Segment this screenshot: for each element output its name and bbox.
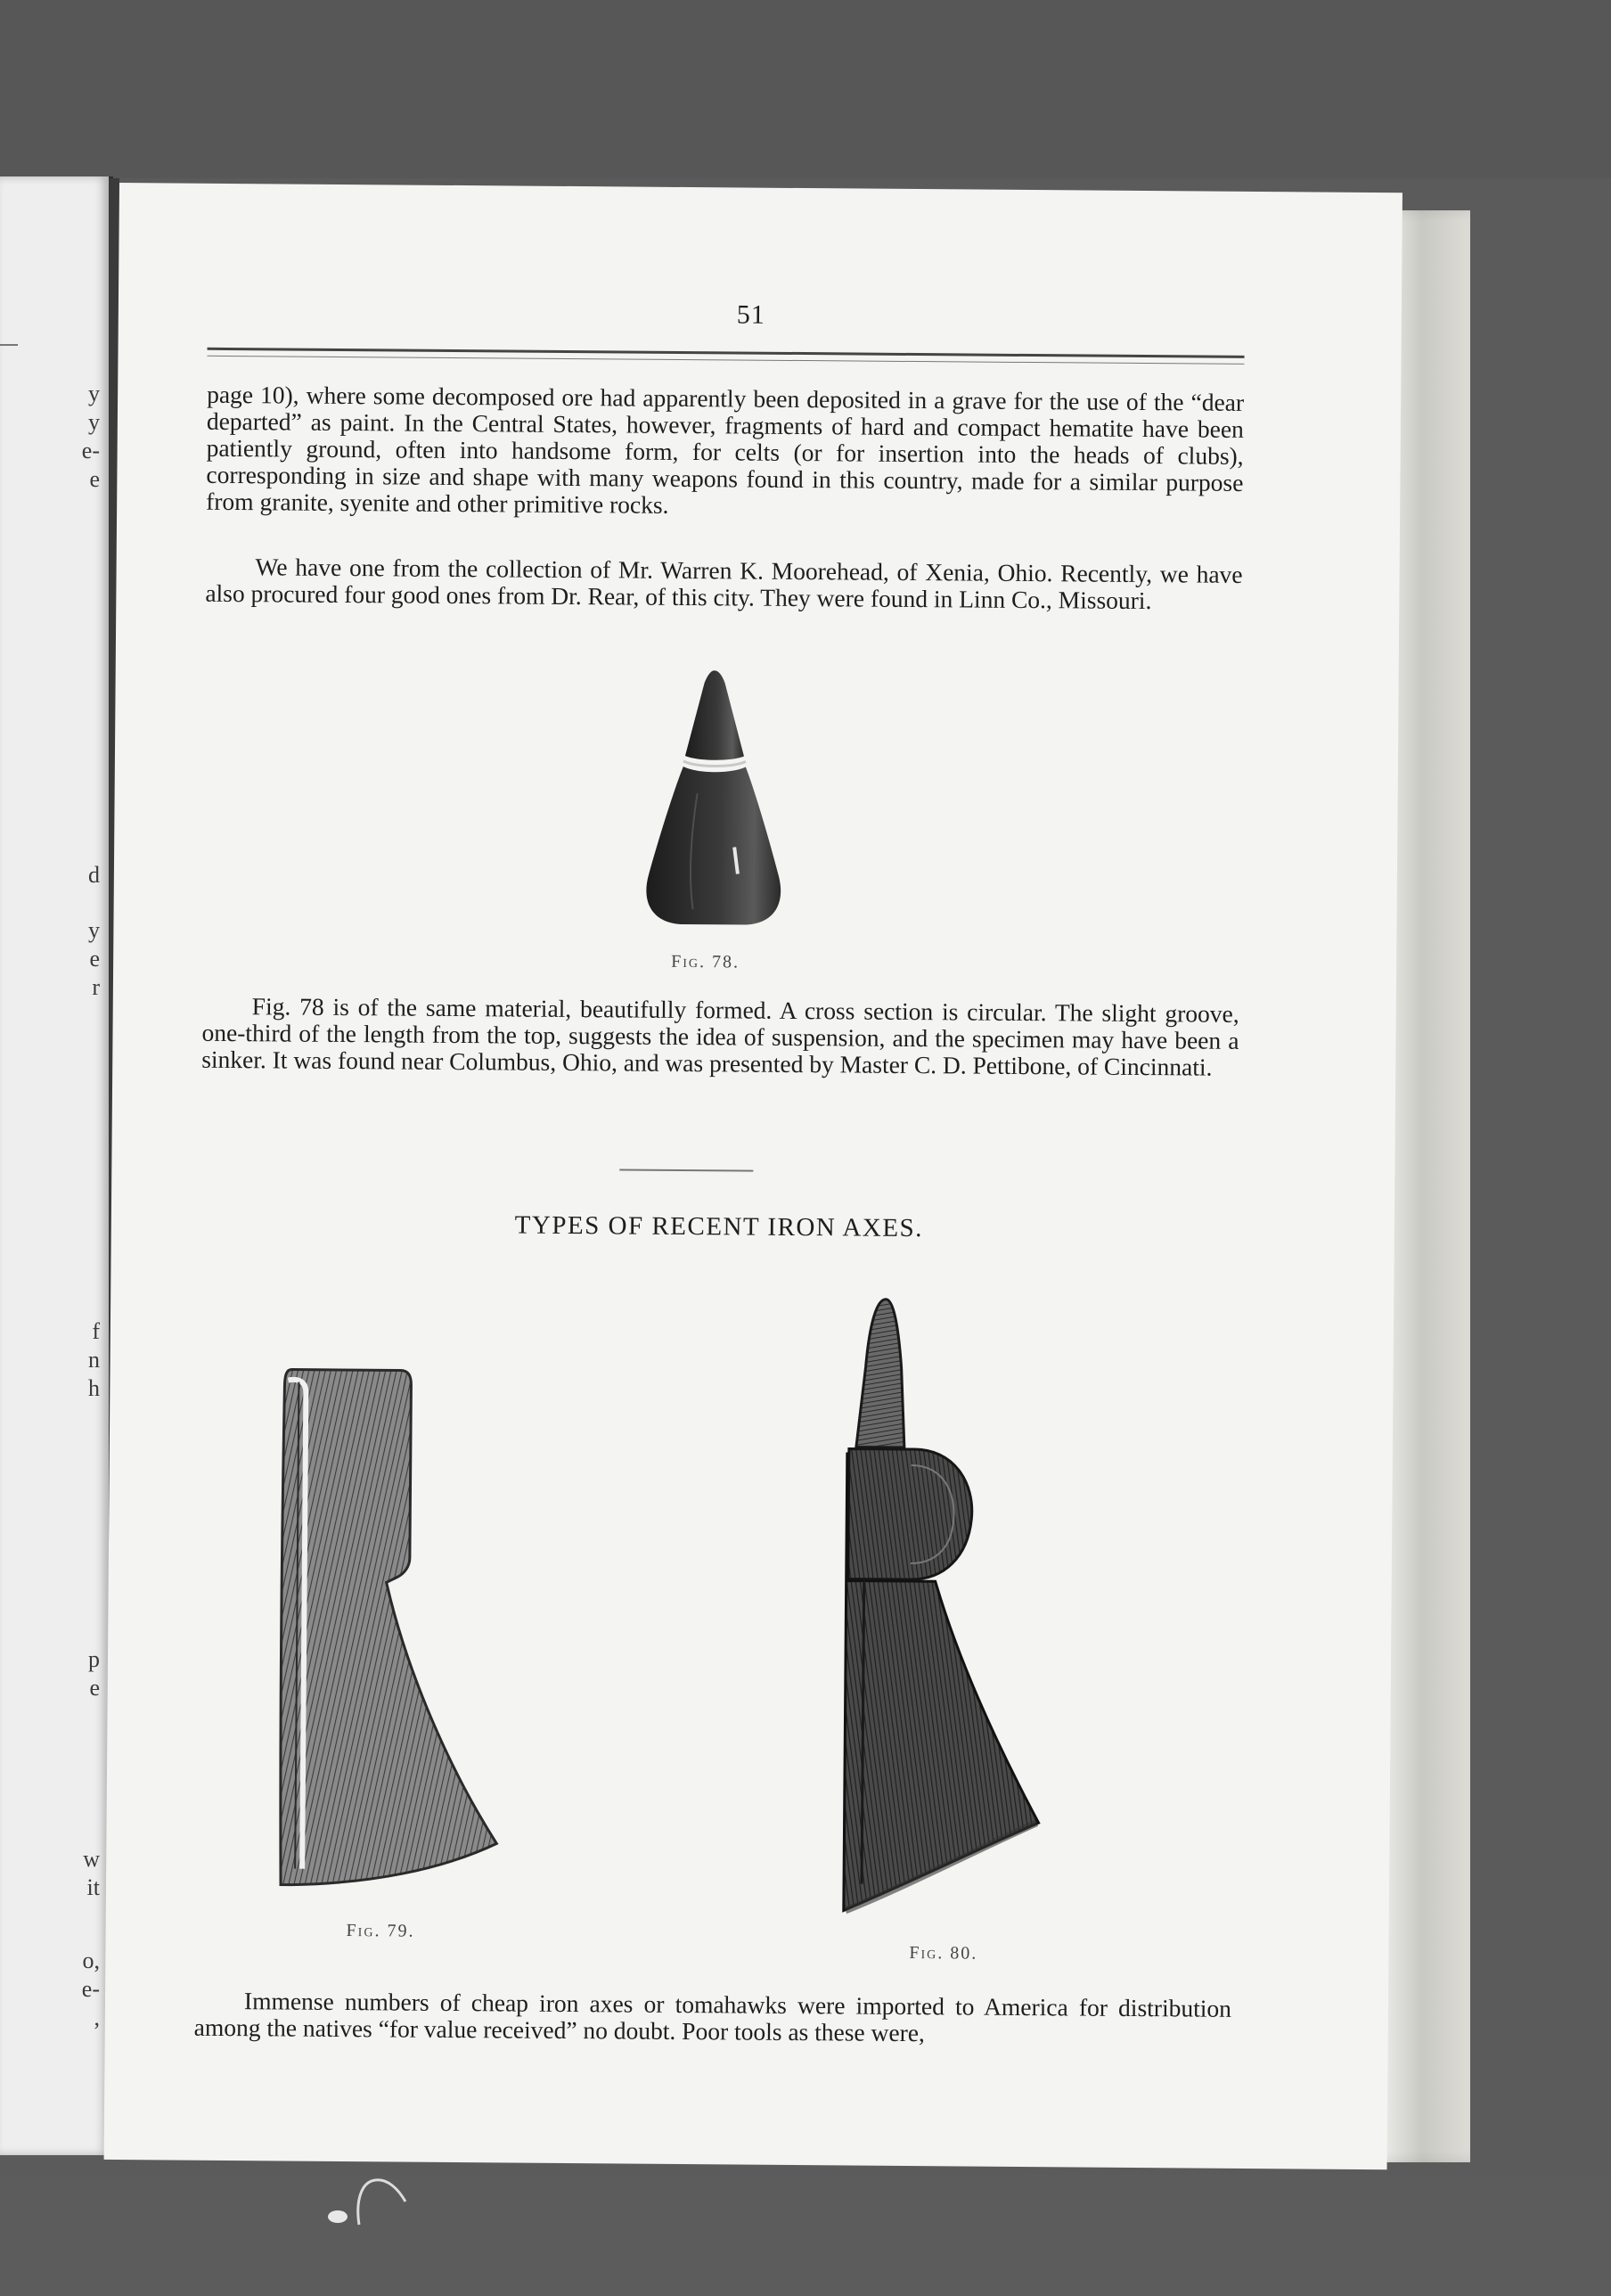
left-page-fragment: r — [92, 974, 100, 1000]
paragraph-fig78-description: Fig. 78 is of the same material, beautifully formed. A cross section is circular. The slight groove, one-third of the length from the top, suggests the idea of suspension, and the specimen may have been a sinker. It was found near Columbus, Ohio, and was presented by Master C. D. Pettibone, of Cincinnati. — [201, 992, 1239, 1081]
left-page-fragment: e- — [81, 1976, 100, 2002]
left-page-fragment: e- — [81, 438, 100, 463]
paragraph-collection: We have one from the collection of Mr. Warren K. Moorehead, of Xenia, Ohio. Recently, we have also procured four good ones from Dr. Rear, of this city. They were found in Linn Co., Missouri. — [205, 553, 1243, 615]
left-facing-page — [0, 176, 113, 2155]
book-page — [104, 183, 1402, 2169]
left-page-fragment: o, — [82, 1948, 100, 1973]
section-title: TYPES OF RECENT IRON AXES. — [514, 1210, 924, 1243]
left-page-fragment: h — [88, 1375, 100, 1401]
left-page-fragment: w — [83, 1846, 100, 1872]
left-page-fragment: y — [88, 409, 100, 435]
scan-bottom-background — [0, 2175, 1611, 2296]
scan-top-background — [0, 0, 1611, 178]
left-page-fragment: f — [92, 1318, 100, 1344]
fig-79-caption: Fig. 79. — [346, 1921, 415, 1941]
dust-speck — [328, 2210, 348, 2223]
left-page-fragment: it — [86, 1874, 100, 1900]
fig-78-hematite-sinker-illustration — [634, 668, 796, 928]
page-number: 51 — [736, 299, 765, 330]
left-page-fragment: e — [89, 466, 100, 492]
fig-80-caption: Fig. 80. — [909, 1943, 978, 1964]
section-separator — [619, 1168, 753, 1171]
left-page-fragment: e — [89, 946, 100, 972]
scan-hair-mark — [352, 2175, 423, 2228]
left-page-fragment: d — [88, 862, 100, 888]
fig-80-tomahawk-axe-illustration — [826, 1295, 1072, 1939]
fig-79-iron-axe-illustration — [272, 1369, 535, 1906]
left-page-rule — [0, 344, 18, 346]
left-page-fragment: , — [94, 2005, 100, 2030]
left-page-fragment: p — [88, 1646, 100, 1672]
paragraph-hematite-celts: page 10), where some decomposed ore had apparently been deposited in a grave for the use of the “dear departed” as paint. In the Central States, however, fragments of hard and compact hematite have been patiently ground, often into handsome form, for celts (or for insertion into the heads of clubs), corresponding in size and shape with many weapons found in this country, made for a similar purpose from granite, syenite and other primitive rocks. — [206, 380, 1245, 519]
left-page-fragment: y — [88, 917, 100, 943]
left-page-fragment: e — [89, 1675, 100, 1701]
left-page-fragment: n — [88, 1347, 100, 1373]
paragraph-iron-axes: Immense numbers of cheap iron axes or tomahawks were imported to America for distribution among the natives “for value received” no doubt. Poor tools as these were, — [193, 1987, 1232, 2047]
fig-78-caption: Fig. 78. — [671, 951, 740, 972]
left-page-fragment: y — [88, 381, 100, 406]
